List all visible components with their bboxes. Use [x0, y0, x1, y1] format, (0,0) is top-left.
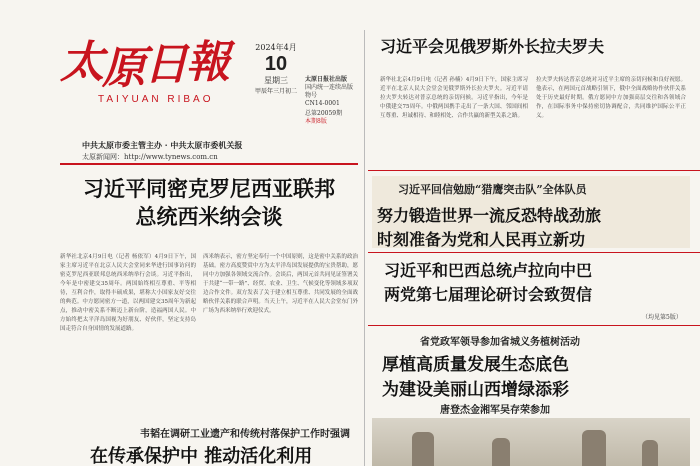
right2-kicker: 习近平回信勉励“猎鹰突击队”全体队员 [398, 183, 587, 196]
logo-char-2: 原 [102, 43, 146, 94]
section-divider-1 [368, 170, 700, 171]
photo-person-4 [642, 440, 658, 466]
date-year-month: 2024年4月 [255, 43, 297, 52]
date-lunar: 甲辰年三月初二 [254, 88, 297, 95]
photo-person-1 [412, 432, 434, 466]
lead-headline[interactable] [60, 175, 358, 231]
right-headline-1[interactable]: 习近平会见俄罗斯外长拉夫罗夫 [380, 37, 605, 56]
right2-headline-line1[interactable]: 努力锻造世界一流反恐特战劲旅 [377, 206, 602, 225]
logo-char-4: 報 [186, 37, 230, 88]
logo-char-1: 太 [60, 37, 104, 88]
info-line3: CN14-0001 [305, 100, 340, 107]
photo-person-2 [492, 438, 510, 466]
bottom-kicker: 韦韬在调研工业遗产和传统村落保护工作时强调 [140, 429, 350, 440]
right3-headline-line1[interactable]: 习近平和巴西总统卢拉向中巴 [384, 261, 593, 280]
column-divider [364, 30, 365, 466]
website-link[interactable]: 太原新闻网：http://www.tynews.com.cn [82, 153, 218, 161]
sponsor-line: 中共太原市委主管主办 · 中共太原市委机关报 [82, 140, 243, 150]
masthead-pinyin: TAIYUAN RIBAO [98, 94, 214, 105]
lead-body-col1: 新华社北京4月9日电（记者 杨依军）4月9日下午，国家主席习近平在北京人民大会堂同来华进行国事访问的密克罗尼西亚联邦总统西米纳举行会谈。习近平指出，今年是中密建交35周年。两国始终相互尊重、平等相待，互利合作，取得丰硕成果，堪称大小国家友好交往的典范。中方愿同密方一道，以两国建交35周年为新起点，推动中密关系不断迈上新台阶，造福两国人民。中方始终把太平洋岛国视为好朋友、好伙伴，坚定支持岛国走符合自身国情的发展道路。 [60, 254, 196, 332]
lead-headline-line2: 总统西米纳会谈 [135, 205, 283, 229]
right2-headline-line2[interactable]: 时刻准备为党和人民再立新功 [377, 230, 586, 249]
publication-info [305, 76, 357, 126]
info-line2: 国内统一连续出版物号 [305, 84, 354, 99]
date-weekday: 星期三 [264, 76, 288, 85]
bottom-headline[interactable]: 在传承保护中 推动活化利用 [90, 446, 313, 466]
right4-subheadline: 唐登杰金湘军吴存荣参加 [440, 405, 550, 416]
newspaper-logo [60, 37, 230, 94]
info-issue: 总第20059期 [305, 110, 343, 117]
right4-kicker: 省党政军领导参加省城义务植树活动 [420, 337, 580, 348]
date-box [252, 42, 300, 95]
right1-body-col2: 拉夫罗夫转达普京总统对习近平主席的亲切问候和良好祝愿。他表示，在两国元首战略引领下，俄中全面战略协作伙伴关系处于历史最好时期。俄方愿同中方加强高层交往和各领域合作，在国际事务中保持密切协调配合，共同维护国际公平正义。 [536, 77, 686, 119]
lead-headline-line1: 习近平同密克罗尼西亚联邦 [83, 177, 335, 201]
page-reference-note: （均见第5版） [642, 314, 682, 321]
right3-headline-line2[interactable]: 两党第七届理论研讨会致贺信 [384, 285, 593, 304]
tree-planting-photo[interactable] [372, 418, 690, 466]
right4-headline-line1[interactable]: 厚植高质量发展生态底色 [382, 355, 569, 375]
info-pages: 本期8版 [305, 118, 327, 125]
info-line1: 太原日报社出版 [305, 76, 348, 83]
photo-person-3 [582, 430, 606, 466]
right1-body-col1: 新华社北京4月9日电（记者 孙楠）4月9日下午，国家主席习近平在北京人民大会堂会见俄罗斯外长拉夫罗夫。习近平请拉夫罗夫转达对普京总统的亲切问候。习近平指出，今年是中俄建交75周年。中俄两国携手走出了一条大国、邻国间相互尊重、坦诚相待、和睦相处、合作共赢的新型关系之路。 [380, 77, 528, 119]
section-divider-2 [368, 252, 700, 253]
section-divider-3 [368, 325, 700, 326]
lead-body-col2: 西米纳表示，密方坚定奉行一个中国原则，这是密中关系的政治基础。密方高度赞赏中方为太平洋岛国发展提供的宝贵帮助，愿同中方加强各领域交流合作。会谈后，两国元首共同见证签署关于共建“一带一路”、经贸、农业、卫生、气候变化等领域多项双边合作文件。双方发表了关于建立相互尊重、共同发展的全面战略伙伴关系的联合声明。当天上午，习近平在人民大会堂东门外广场为西米纳举行欢迎仪式。 [203, 254, 358, 314]
date-day: 10 [264, 53, 288, 75]
masthead-divider [60, 163, 358, 165]
right4-headline-line2[interactable]: 为建设美丽山西增绿添彩 [382, 380, 569, 400]
logo-char-3: 日 [144, 39, 188, 90]
